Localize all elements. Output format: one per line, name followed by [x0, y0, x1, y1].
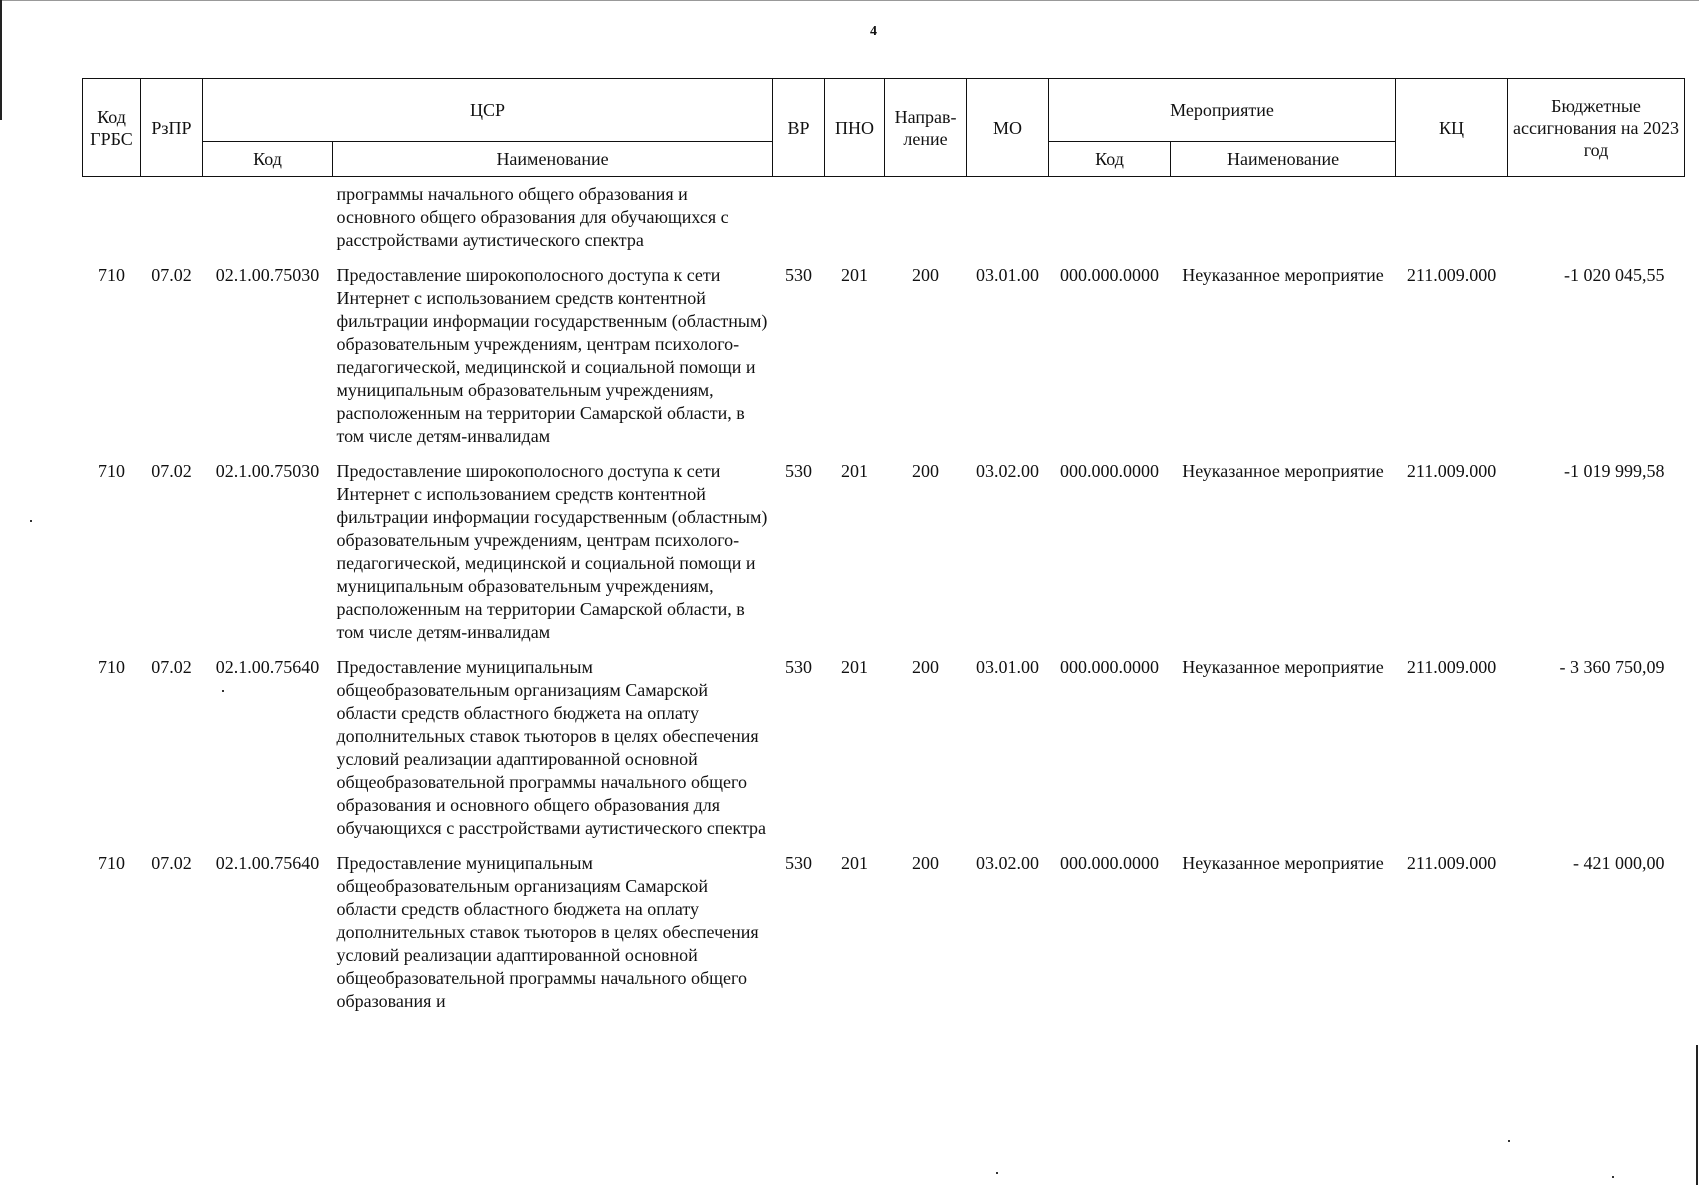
- cell-event-name: Неуказанное мероприятие: [1182, 265, 1384, 285]
- scan-edge-top: [0, 0, 1699, 1]
- cell-csr-code: 02.1.00.75640: [215, 657, 320, 677]
- cell-rzpr: 07.02: [151, 657, 192, 677]
- cell-csr-code: 02.1.00.75640: [215, 853, 320, 873]
- header-vr: ВР: [773, 79, 825, 177]
- cell-event-code: 000.000.0000: [1060, 853, 1160, 873]
- cell-kc: 211.009.000: [1406, 853, 1497, 873]
- cell-csr-code: 02.1.00.75030: [215, 265, 320, 285]
- cell-direction: 200: [912, 461, 940, 481]
- continuation-text: программы начального общего образования и основного общего образования для обучающихся с расстройствами аутистического спектра: [336, 184, 729, 250]
- cell-amount: - 3 360 750,09: [1559, 657, 1665, 677]
- table-row: [83, 840, 1685, 1013]
- scan-speck: [222, 690, 224, 692]
- table-row: [83, 644, 1685, 840]
- header-pno: ПНО: [825, 79, 885, 177]
- header-grbs: Код ГРБС: [83, 79, 141, 177]
- cell-csr-code: 02.1.00.75030: [215, 461, 320, 481]
- cell-name: Предоставление широкополосного доступа к сети Интернет с использованием средств контентной фильтрации информации государственным (областным) образовательным учреждениям, центрам психолого-педагогической, медицинской и социальной помощи и муниципальным образовательным учреждениям, расположенным на территории Самарской области, в том числе детям-инвалидам: [336, 265, 768, 446]
- cell-rzpr: 07.02: [151, 265, 192, 285]
- cell-grbs: 710: [98, 265, 125, 285]
- header-event-name: Наименование: [1171, 142, 1396, 177]
- cell-event-code: 000.000.0000: [1060, 461, 1160, 481]
- table-body: [83, 177, 1685, 1014]
- header-direction: Направ-ление: [885, 79, 967, 177]
- cell-vr: 530: [785, 461, 813, 481]
- cell-event-name: Неуказанное мероприятие: [1182, 657, 1384, 677]
- cell-mo: 03.02.00: [976, 853, 1040, 873]
- header-event: Мероприятие: [1049, 79, 1396, 142]
- scan-edge-left: [0, 0, 2, 120]
- cell-amount: - 421 000,00: [1573, 853, 1665, 873]
- cell-direction: 200: [912, 853, 940, 873]
- cell-rzpr: 07.02: [151, 853, 192, 873]
- cell-mo: 03.01.00: [976, 265, 1040, 285]
- table-row: [83, 252, 1685, 448]
- header-csr-name: Наименование: [333, 142, 773, 177]
- scan-speck: [1612, 1176, 1614, 1178]
- cell-name: Предоставление муниципальным общеобразовательным организациям Самарской области средств областного бюджета на оплату дополнительных ставок тьюторов в целях обеспечения условий реализации адаптированной основной общеобразовательной программы начального общего образования и: [336, 853, 759, 1011]
- header-event-code: Код: [1049, 142, 1171, 177]
- cell-pno: 201: [841, 657, 869, 677]
- cell-kc: 211.009.000: [1406, 265, 1497, 285]
- header-kc: КЦ: [1396, 79, 1508, 177]
- cell-event-name: Неуказанное мероприятие: [1182, 461, 1384, 481]
- cell-name: Предоставление широкополосного доступа к сети Интернет с использованием средств контентной фильтрации информации государственным (областным) образовательным учреждениям, центрам психолого-педагогической, медицинской и социальной помощи и муниципальным образовательным учреждениям, расположенным на территории Самарской области, в том числе детям-инвалидам: [336, 461, 768, 642]
- cell-mo: 03.01.00: [976, 657, 1040, 677]
- cell-rzpr: 07.02: [151, 461, 192, 481]
- cell-mo: 03.02.00: [976, 461, 1040, 481]
- continuation-row: [83, 177, 1685, 253]
- scan-speck: [30, 520, 32, 522]
- header-mo: МО: [967, 79, 1049, 177]
- cell-name: Предоставление муниципальным общеобразовательным организациям Самарской области средств областного бюджета на оплату дополнительных ставок тьюторов в целях обеспечения условий реализации адаптированной основной общеобразовательной программы начального общего образования и основного общего образования для обучающихся с расстройствами аутистического спектра: [336, 657, 767, 838]
- scan-edge-right: [1696, 1045, 1698, 1185]
- cell-vr: 530: [785, 265, 813, 285]
- budget-table: [82, 78, 1685, 1013]
- cell-grbs: 710: [98, 461, 125, 481]
- cell-event-name: Неуказанное мероприятие: [1182, 853, 1384, 873]
- header-budget: Бюджетные ассигнования на 2023 год: [1508, 79, 1685, 177]
- cell-event-code: 000.000.0000: [1060, 657, 1160, 677]
- cell-vr: 530: [785, 657, 813, 677]
- table-row: [83, 448, 1685, 644]
- table-header: [83, 79, 1685, 177]
- scan-speck: [1508, 1140, 1510, 1142]
- scan-speck: [996, 1172, 998, 1174]
- header-csr-code: Код: [203, 142, 333, 177]
- cell-vr: 530: [785, 853, 813, 873]
- cell-pno: 201: [841, 461, 869, 481]
- cell-grbs: 710: [98, 657, 125, 677]
- cell-pno: 201: [841, 265, 869, 285]
- cell-grbs: 710: [98, 853, 125, 873]
- cell-pno: 201: [841, 853, 869, 873]
- page-number: 4: [870, 24, 877, 39]
- cell-event-code: 000.000.0000: [1060, 265, 1160, 285]
- cell-direction: 200: [912, 265, 940, 285]
- cell-amount: -1 020 045,55: [1564, 265, 1665, 285]
- cell-amount: -1 019 999,58: [1564, 461, 1665, 481]
- cell-kc: 211.009.000: [1406, 657, 1497, 677]
- cell-direction: 200: [912, 657, 940, 677]
- header-rzpr: РзПР: [141, 79, 203, 177]
- cell-kc: 211.009.000: [1406, 461, 1497, 481]
- header-csr: ЦСР: [203, 79, 773, 142]
